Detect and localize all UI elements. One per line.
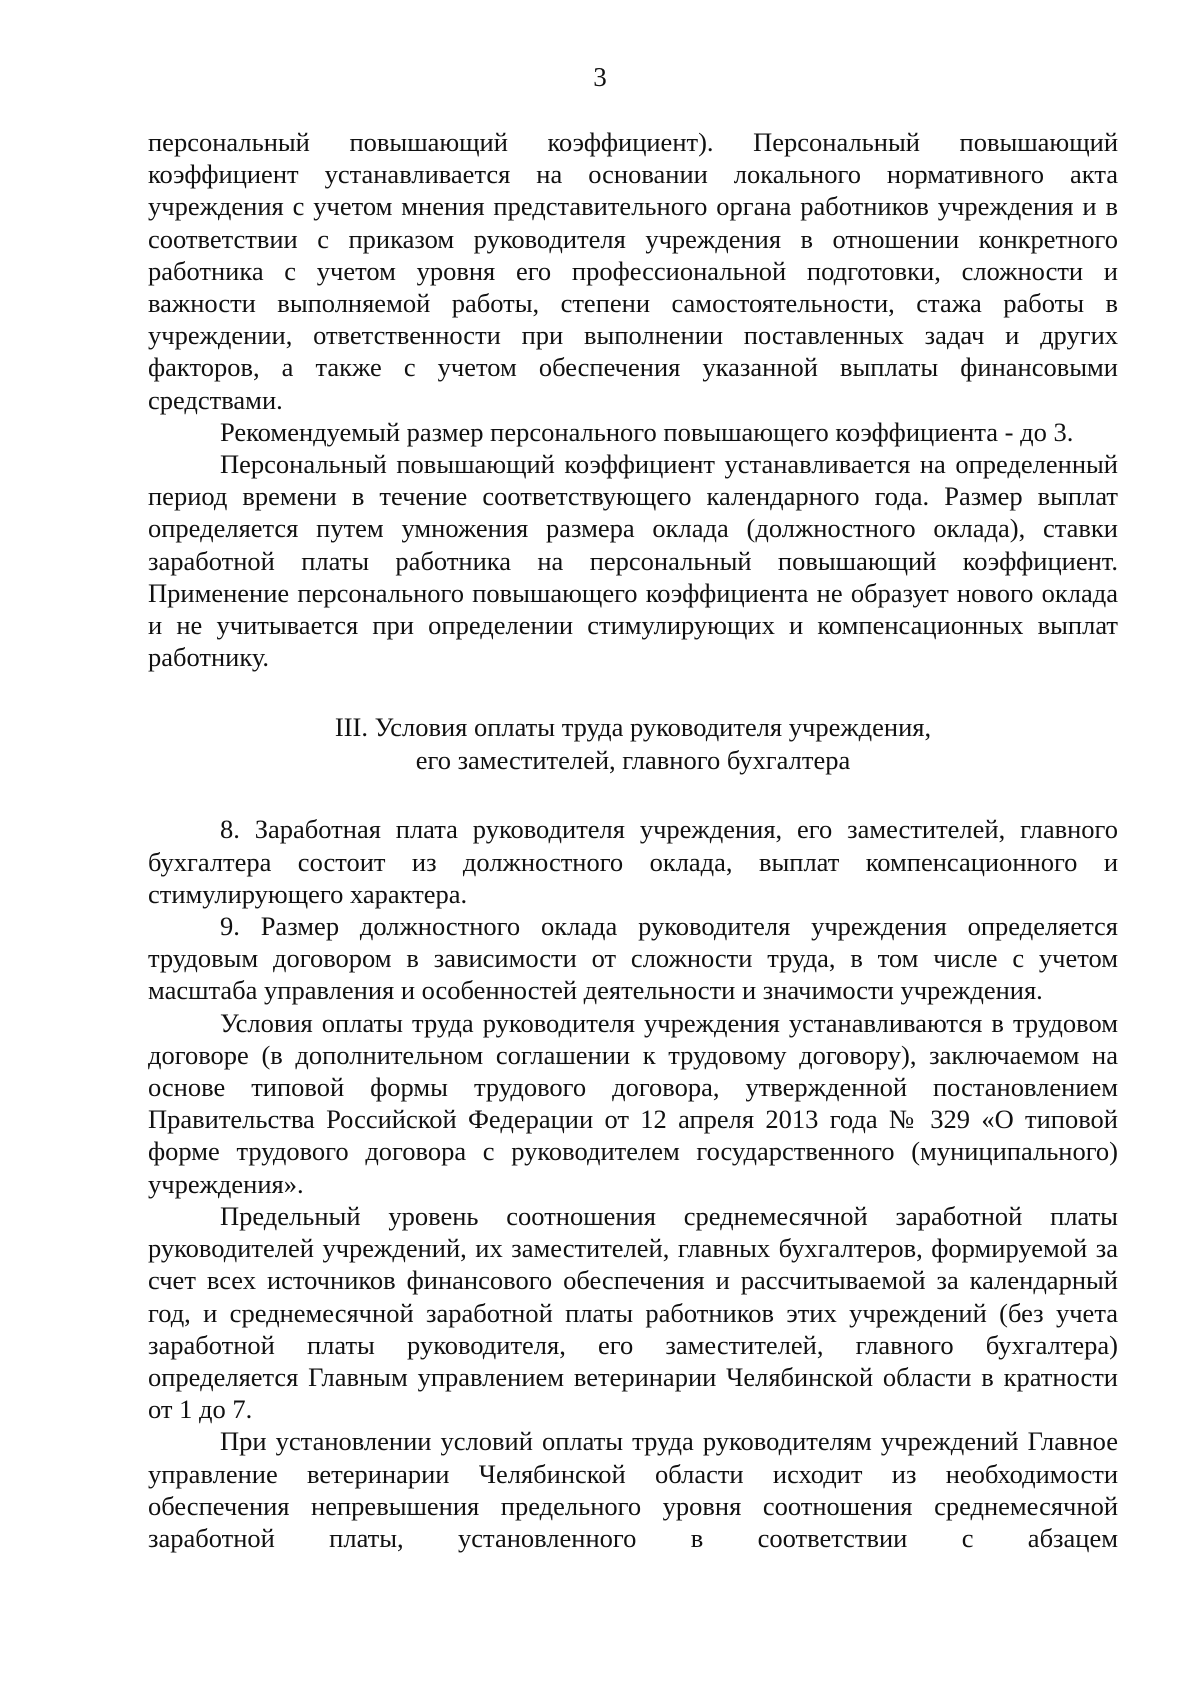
paragraph-continuation: персональный повышающий коэффициент). Персональный повышающий коэффициент устанавливается на основании локального нормативного акта учреждения с учетом мнения представительного органа работников учреждения и в соответствии с приказом руководителя учреждения в отношении конкретного работника с учетом уровня его профессиональной подготовки, сложности и важности выполняемой работы, степени самостоятельности, стажа работы в учреждении, ответственности при выполнении поставленных задач и других факторов, а также с учетом обеспечения указанной выплаты финансовыми средствами. bbox=[148, 127, 1118, 415]
paragraph-recommended-coefficient: Рекомендуемый размер персонального повышающего коэффициента - до 3. bbox=[220, 416, 1074, 447]
section-heading-line-1: III. Условия оплаты труда руководителя учреждения, bbox=[334, 712, 932, 743]
paragraph-item-8: 8. Заработная плата руководителя учреждения, его заместителей, главного бухгалтера состоит из должностного оклада, выплат компенсационного и стимулирующего характера. bbox=[148, 814, 1118, 909]
paragraph-item-9: 9. Размер должностного оклада руководителя учреждения определяется трудовым договором в зависимости от сложности труда, в том числе с учетом масштаба управления и особенностей деятельности и значимости учреждения. bbox=[148, 911, 1118, 1006]
document-body bbox=[148, 126, 1118, 1554]
section-heading bbox=[148, 711, 1118, 777]
paragraph-salary-ratio: Предельный уровень соотношения среднемесячной заработной платы руководителей учреждений, их заместителей, главных бухгалтеров, формируемой за счет всех источников финансового обеспечения и рассчитываемой за календарный год, и среднемесячной заработной платы работников этих учреждений (без учета заработной платы руководителя, его заместителей, главного бухгалтера) определяется Главным управлением ветеринарии Челябинской области в кратности от 1 до 7. bbox=[148, 1200, 1118, 1425]
paragraph-coefficient-period: Персональный повышающий коэффициент устанавливается на определенный период времени в течение соответствующего календарного года. Размер выплат определяется путем умножения размера оклада (должностного оклада), ставки заработной платы работника на персональный повышающий коэффициент. Применение персонального повышающего коэффициента не образует нового оклада и не учитывается при определении стимулирующих и компенсационных выплат работнику. bbox=[148, 449, 1118, 673]
page-number: 3 bbox=[593, 62, 607, 92]
section-heading-line-2: его заместителей, главного бухгалтера bbox=[415, 745, 851, 776]
paragraph-labor-contract: Условия оплаты труда руководителя учреждения устанавливаются в трудовом договоре (в дополнительном соглашении к трудовому договору), заключаемом на основе типовой формы трудового договора, утвержденной постановлением Правительства Российской Федерации от 12 апреля 2013 года № 329 «О типовой форме трудового договора с руководителем государственного (муниципального) учреждения». bbox=[148, 1007, 1118, 1199]
paragraph-salary-conditions: При установлении условий оплаты труда руководителям учреждений Главное управление ветеринарии Челябинской области исходит из необходимости обеспечения непревышения предельного уровня соотношения среднемесячной заработной платы, установленного в соответствии с абзацем bbox=[148, 1426, 1118, 1553]
